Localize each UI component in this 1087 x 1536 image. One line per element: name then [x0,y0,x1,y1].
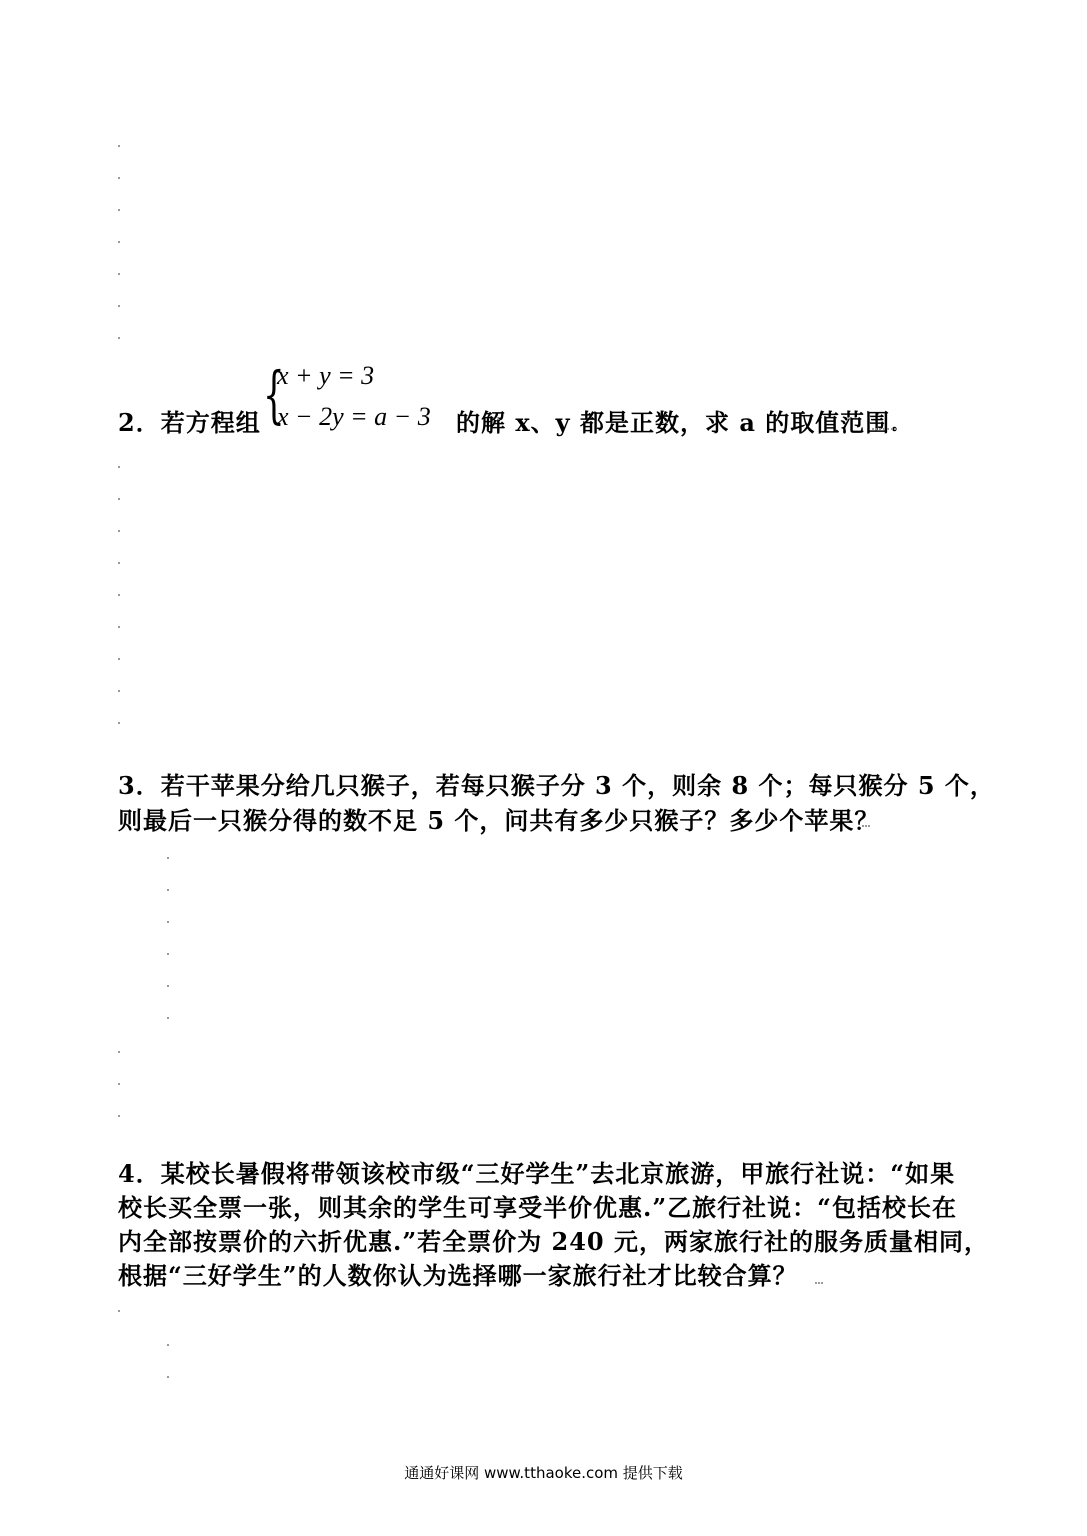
question-4-line-2: 校长买全票一张，则其余的学生可享受半价优惠.”乙旅行社说：“包括校长在 [118,1193,957,1222]
question-4-line-1: 4．某校长暑假将带领该校市级“三好学生”去北京旅游，甲旅行社说：“如果 [118,1159,956,1188]
question-3-line-2: 则最后一只猴分得的数不足 5 个，问共有多少只猴子？多少个苹果？ [118,806,880,835]
page-footer: 通通好课网 www.tthaoke.com 提供下载 [404,1464,683,1482]
question-2-suffix: 的解 x、y 都是正数，求 a 的取值范围. [456,408,900,437]
question-2-prefix: 2．若方程组 [118,408,261,437]
equation-1: x + y = 3 [277,361,375,390]
question-4-line-4: 根据“三好学生”的人数你认为选择哪一家旅行社才比较合算？ [118,1261,798,1290]
equation-2: x − 2y = a − 3 [277,402,431,431]
question-4-line-3: 内全部按票价的六折优惠.”若全票价为 240 元，两家旅行社的服务质量相同， [118,1227,989,1256]
trailing-mark [862,825,870,829]
equation-system-brace: { [263,358,285,431]
question-3-line-1: 3．若干苹果分给几只猴子，若每只猴子分 3 个，则余 8 个；每只猴分 5 个， [118,771,995,800]
trailing-mark [815,1282,823,1286]
trailing-mark [872,428,896,432]
